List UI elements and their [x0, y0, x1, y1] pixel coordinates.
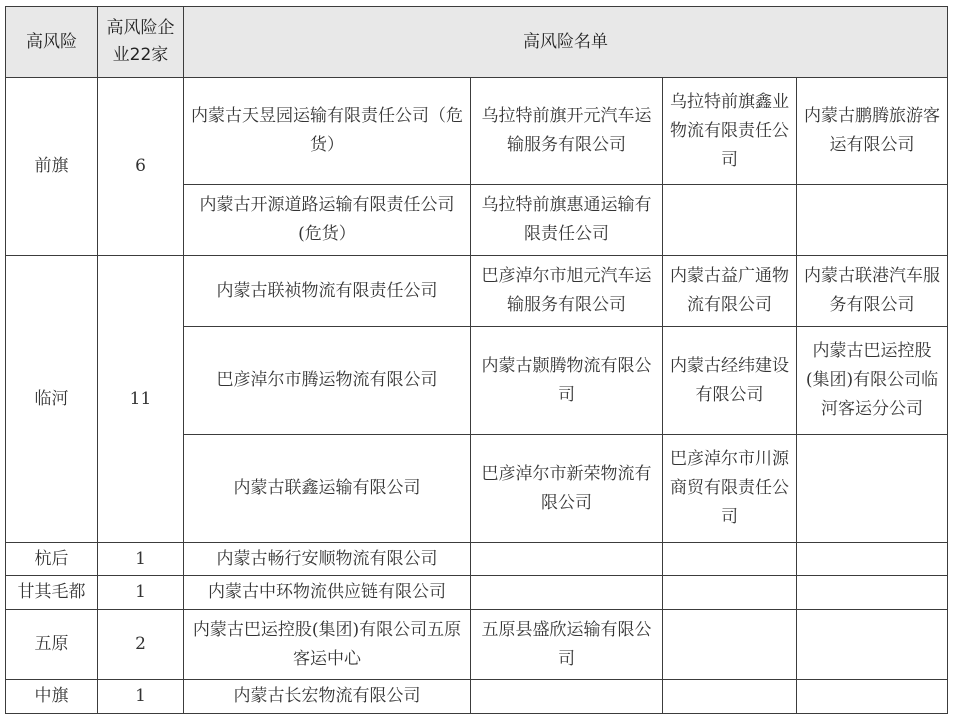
empty-cell: [797, 680, 948, 714]
company-cell: 内蒙古鹏腾旅游客运有限公司: [797, 78, 948, 185]
company-cell: 内蒙古经纬建设有限公司: [663, 327, 797, 435]
empty-cell: [663, 185, 797, 256]
header-list: 高风险名单: [184, 7, 948, 78]
company-cell: 内蒙古畅行安顺物流有限公司: [184, 543, 471, 576]
company-cell: 巴彦淖尔市川源商贸有限责任公司: [663, 435, 797, 543]
region-cell: 中旗: [6, 680, 98, 714]
company-cell: 巴彦淖尔市旭元汽车运输服务有限公司: [471, 256, 663, 327]
table-row: [6, 576, 948, 610]
empty-cell: [471, 680, 663, 714]
count-cell: 11: [98, 256, 184, 543]
empty-cell: [797, 435, 948, 543]
empty-cell: [663, 543, 797, 576]
table-row: [6, 256, 948, 327]
empty-cell: [797, 185, 948, 256]
empty-cell: [663, 680, 797, 714]
company-cell: 内蒙古巴运控股(集团)有限公司临河客运分公司: [797, 327, 948, 435]
company-cell: 内蒙古开源道路运输有限责任公司(危货）: [184, 185, 471, 256]
region-cell: 五原: [6, 610, 98, 680]
company-cell: 乌拉特前旗惠通运输有限责任公司: [471, 185, 663, 256]
company-cell: 内蒙古联祯物流有限责任公司: [184, 256, 471, 327]
company-cell: 内蒙古长宏物流有限公司: [184, 680, 471, 714]
region-cell: 杭后: [6, 543, 98, 576]
header-count: [98, 7, 184, 78]
empty-cell: [663, 610, 797, 680]
region-cell: 甘其毛都: [6, 576, 98, 610]
company-cell: 巴彦淖尔市腾运物流有限公司: [184, 327, 471, 435]
empty-cell: [797, 610, 948, 680]
company-cell: 内蒙古天昱园运输有限责任公司（危货）: [184, 78, 471, 185]
table-row: [6, 680, 948, 714]
empty-cell: [471, 543, 663, 576]
empty-cell: [663, 576, 797, 610]
company-cell: 内蒙古益广通物流有限公司: [663, 256, 797, 327]
company-cell: 内蒙古联港汽车服务有限公司: [797, 256, 948, 327]
header-row: [6, 7, 948, 78]
count-cell: 6: [98, 78, 184, 256]
count-cell: 1: [98, 576, 184, 610]
company-cell: 内蒙古颢腾物流有限公司: [471, 327, 663, 435]
company-cell: 内蒙古中环物流供应链有限公司: [184, 576, 471, 610]
region-cell: 临河: [6, 256, 98, 543]
header-count-line1: 高风险企: [106, 18, 175, 38]
table-row: [6, 78, 948, 185]
header-count-line2: 业22家: [112, 45, 169, 65]
company-cell: 五原县盛欣运输有限公司: [471, 610, 663, 680]
table-row: [6, 610, 948, 680]
company-cell: 内蒙古巴运控股(集团)有限公司五原客运中心: [184, 610, 471, 680]
header-region: 高风险: [6, 7, 98, 78]
company-cell: 巴彦淖尔市新荣物流有限公司: [471, 435, 663, 543]
table-row: [6, 543, 948, 576]
company-cell: 乌拉特前旗开元汽车运输服务有限公司: [471, 78, 663, 185]
count-cell: 2: [98, 610, 184, 680]
empty-cell: [471, 576, 663, 610]
region-cell: 前旗: [6, 78, 98, 256]
count-cell: 1: [98, 543, 184, 576]
company-cell: 乌拉特前旗鑫业物流有限责任公司: [663, 78, 797, 185]
count-cell: 1: [98, 680, 184, 714]
company-cell: 内蒙古联鑫运输有限公司: [184, 435, 471, 543]
high-risk-table: [5, 6, 948, 714]
empty-cell: [797, 543, 948, 576]
empty-cell: [797, 576, 948, 610]
